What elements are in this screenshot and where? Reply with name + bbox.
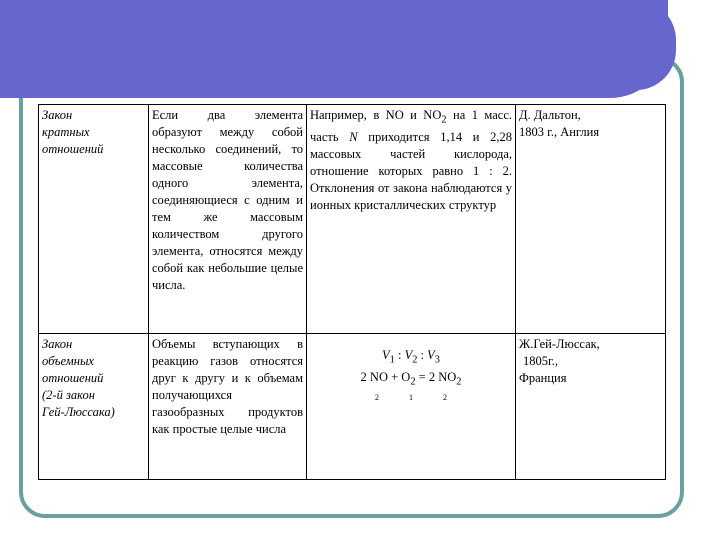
author-line: Ж.Гей-Люссак,	[519, 337, 600, 351]
law-formula	[307, 334, 516, 480]
equation-left: 2 NO + O	[360, 369, 411, 384]
law-name-line: Гей-Люссака)	[42, 405, 115, 419]
volume-sub: 3	[434, 354, 440, 366]
coefficient: 2	[375, 393, 379, 402]
author-line: 1803 г., Англия	[519, 125, 600, 139]
law-name-line: отношений	[42, 371, 104, 385]
coefficient: 1	[409, 393, 413, 402]
example-body: на 1 масс. часть	[310, 108, 512, 144]
coefficients	[310, 392, 512, 404]
law-author	[516, 334, 666, 480]
volume-symbol: V	[427, 348, 435, 362]
law-name-line: (2-й закон	[42, 388, 95, 402]
law-name-line: кратных	[42, 125, 90, 139]
law-author	[516, 105, 666, 334]
coefficient: 2	[443, 393, 447, 402]
example-body-rest: приходится 1,14 и 2,28 массовых частей кислорода, отношение которых равно 1 : 2.	[310, 129, 512, 178]
example-element-n: N	[349, 129, 358, 144]
author-line: Франция	[519, 371, 567, 385]
law-name-line: отношений	[42, 142, 104, 156]
laws-table	[38, 104, 666, 480]
law-name-line: Закон	[42, 108, 73, 122]
volume-ratio	[310, 347, 512, 369]
formula-block	[310, 336, 512, 404]
example-intro: Например, в NO и NO	[310, 108, 442, 122]
volume-symbol: V	[404, 348, 413, 362]
law-description	[149, 334, 307, 480]
ratio-sep: :	[394, 348, 405, 362]
author-line: Д. Дальтон,	[519, 108, 581, 122]
volume-sub: 2	[412, 354, 418, 366]
law-name-cell	[39, 105, 149, 334]
law-description-text: Объемы вступающих в реакцию газов относятся друг к другу и к объемам получающихся газообразных продуктов как простые целые числа	[152, 337, 303, 436]
table-row	[39, 105, 666, 334]
law-name-cell	[39, 334, 149, 480]
ratio-sep: :	[417, 348, 428, 362]
table-row	[39, 334, 666, 480]
example-intro-sub: 2	[441, 114, 447, 126]
equation-sub: 2	[456, 376, 462, 387]
law-name-line: объемных	[42, 354, 94, 368]
volume-sub: 1	[389, 354, 395, 366]
equation-right: = 2 NO	[415, 369, 457, 384]
volume-symbol: V	[382, 348, 390, 362]
author-line: 1805г.,	[523, 354, 558, 368]
law-example	[307, 105, 516, 334]
reaction-equation	[310, 369, 512, 391]
law-name-line: Закон	[42, 337, 73, 351]
example-deviation: Отклонения от закона наблюдаются у ионных кристаллических структур	[310, 180, 512, 212]
equation-sub: 2	[410, 376, 416, 387]
law-description-text: Если два элемента образуют между собой несколько соединений, то массовые количества одного элемента, соединяющиеся с одним и тем же массовым количеством другого элемента, относятся между собой как небольшие целые числа.	[152, 108, 303, 292]
title-banner	[0, 0, 668, 98]
law-description	[149, 105, 307, 334]
